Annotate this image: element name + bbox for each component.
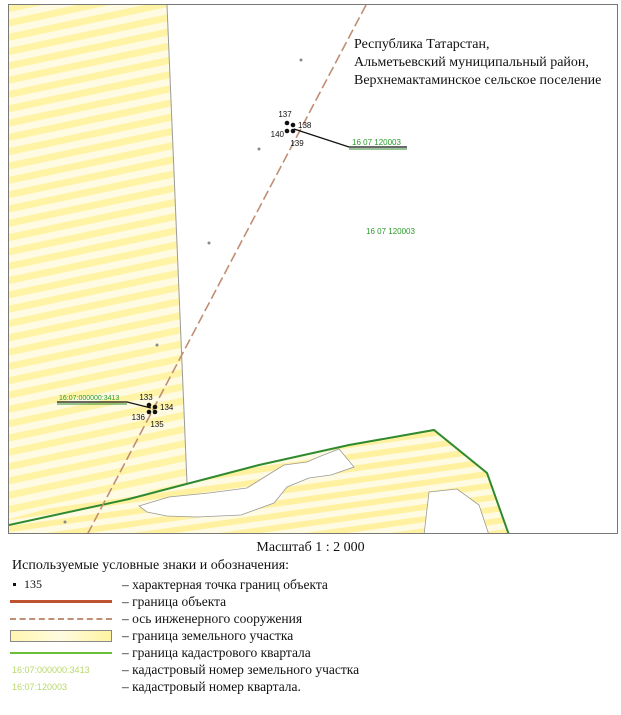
legend-row-object-boundary <box>10 593 610 610</box>
legend-text: – граница объекта <box>122 594 227 609</box>
boundary-point <box>291 123 296 128</box>
scale-label: Масштаб 1 : 2 000 <box>256 540 365 555</box>
point-label: 138 <box>298 121 312 130</box>
point-label: 133 <box>139 393 153 402</box>
survey-dot <box>156 344 159 347</box>
region-line: Альметьевский муниципальный район, <box>354 55 589 70</box>
legend-symbol-box <box>10 627 114 644</box>
boundary-point <box>153 405 158 410</box>
land-plot-label: 16:07:000000:3413 <box>59 395 120 402</box>
point-label: 140 <box>270 130 284 139</box>
legend-text: – граница земельного участка <box>122 628 294 643</box>
legend-row-land-plot <box>10 627 610 644</box>
region-label <box>354 36 601 90</box>
legend-sample-text: 16:07:000000:3413 <box>12 664 90 675</box>
legend-row-quarter-number <box>10 678 610 695</box>
survey-dot <box>258 148 261 151</box>
point-label: 137 <box>278 110 292 119</box>
map-area[interactable] <box>8 4 618 534</box>
point-label: 134 <box>160 403 174 412</box>
red-line-icon <box>10 600 112 603</box>
legend-title: Используемые условные знаки и обозначения: <box>12 558 290 573</box>
point-label: 136 <box>131 413 145 422</box>
legend <box>10 576 610 695</box>
legend-sample-text: 135 <box>24 577 42 591</box>
boundary-point <box>147 410 152 415</box>
point-label: 135 <box>150 420 164 429</box>
region-line: Верхнемактаминское сельское поселение <box>354 73 602 88</box>
survey-dot <box>208 242 211 245</box>
legend-symbol-point <box>10 576 114 593</box>
legend-text: – кадастровый номер квартала. <box>122 679 301 694</box>
dashed-line-icon <box>10 618 112 620</box>
left-field <box>9 5 187 519</box>
legend-symbol-green-line <box>10 644 114 661</box>
quarter-callout-label: 16 07 120003 <box>352 138 401 147</box>
legend-symbol-plot-label <box>10 661 114 678</box>
legend-sample-text: 16:07:120003 <box>12 681 68 692</box>
point-group-north[interactable] <box>271 110 312 148</box>
legend-text: – ось инженерного сооружения <box>122 611 303 626</box>
boundary-point <box>285 129 290 134</box>
boundary-point <box>153 410 158 415</box>
survey-dot <box>64 521 67 524</box>
legend-text: – характерная точка границ объекта <box>122 577 328 592</box>
legend-text: – кадастровый номер земельного участка <box>122 662 360 677</box>
survey-dot <box>300 59 303 62</box>
legend-row-engineering-axis <box>10 610 610 627</box>
field-box-icon <box>10 630 112 642</box>
green-line-icon <box>10 652 112 654</box>
legend-text: – граница кадастрового квартала <box>122 645 311 660</box>
legend-row-plot-number <box>10 661 610 678</box>
point-label: 139 <box>290 139 304 148</box>
legend-symbol-red-line <box>10 593 114 610</box>
quarter-center-label: 16 07 120003 <box>366 227 415 236</box>
legend-row-point <box>10 576 610 593</box>
legend-symbol-quarter-label <box>10 678 114 695</box>
region-line: Республика Татарстан, <box>354 37 490 52</box>
legend-symbol-dashed-line <box>10 610 114 627</box>
point-marker-icon <box>13 583 16 586</box>
legend-row-quarter-boundary <box>10 644 610 661</box>
boundary-point <box>285 121 290 126</box>
